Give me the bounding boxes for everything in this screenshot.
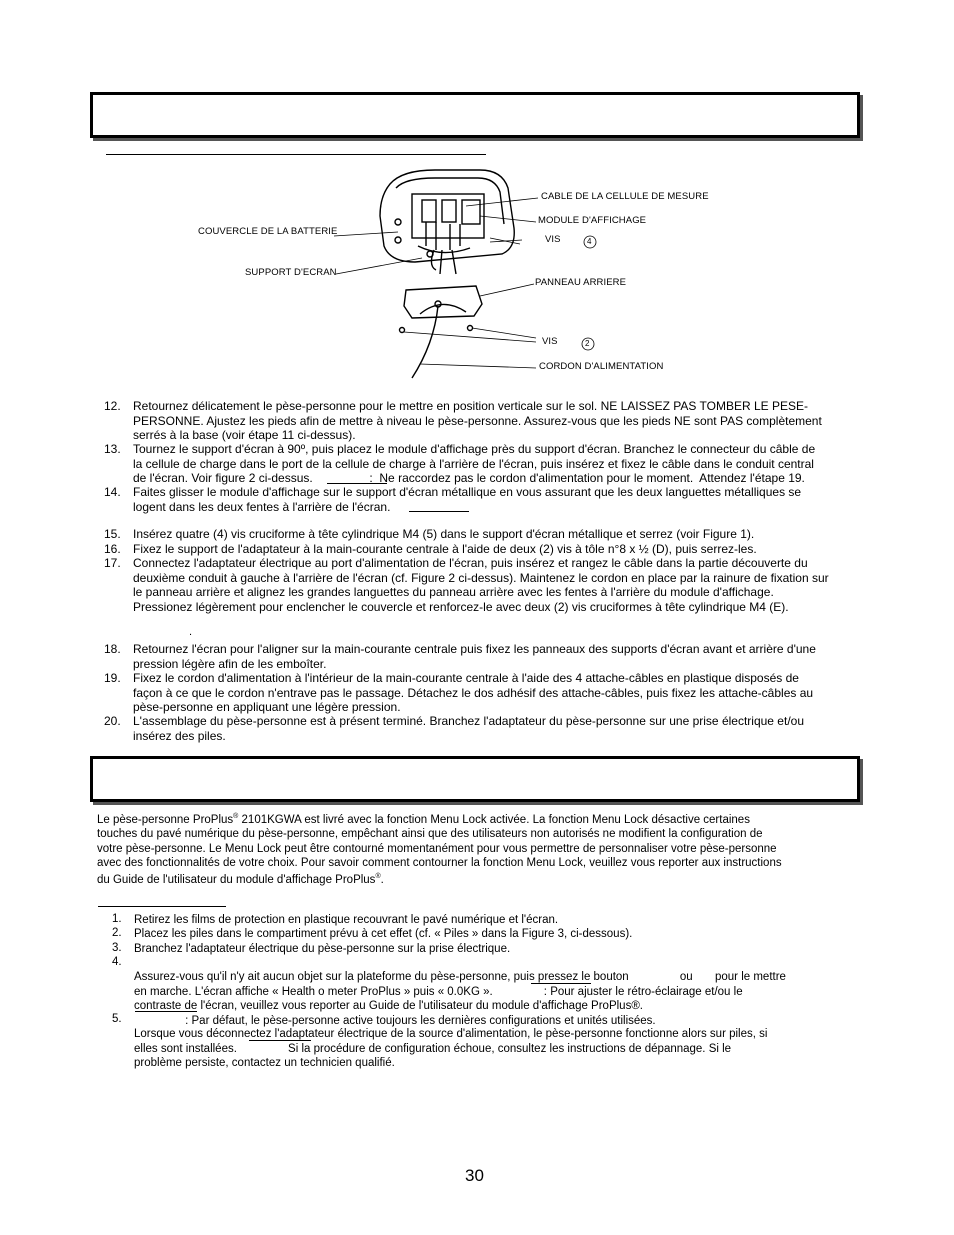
- step-text: Faites glisser le module d'affichage sur le support d'écran métallique en vous assurant que les deux languettes métalliques se logent dans les deux fentes à l'arrière de l'écran.: [133, 485, 802, 514]
- setup-step-text: Placez les piles dans le compartiment prévu à cet effet (cf. « Piles » dans la Figure 3, ci-dessous).: [134, 928, 633, 940]
- step-number: 14.: [104, 485, 121, 499]
- setup-step-text: Branchez l'adaptateur électrique du pèse-personne sur la prise électrique.: [134, 943, 511, 955]
- step-text: Retournez l'écran pour l'aligner sur la main-courante centrale puis fixez les panneaux des supports d'écran avant et arrière d'une pression légère afin de les emboîter.: [133, 642, 816, 671]
- label-screws-bottom-count: 2: [585, 339, 590, 348]
- label-load-cell-cable: CABLE DE LA CELLULE DE MESURE: [541, 191, 709, 202]
- label-battery-cover: COUVERCLE DE LA BATTERIE: [198, 226, 338, 237]
- step-text: Connectez l'adaptateur électrique au port d'alimentation de l'écran, puis insérez et rangez le câble dans la partie découverte du deuxième conduit à gauche à l'arrière de l'écran (cf. Figure 2 ci-dessus). Maintenez le cordon en place par la rainure de fixation sur le panneau arrière et alignez les grandes languettes du panneau arrière avec les fentes à l'arrière du module d'affichage. Pressionez légèrement pour enclencher le couvercle et renforcez-le avec deux (2) vis cruciformes à tête cylindrique M4 (E).: [133, 556, 829, 614]
- subtitle-rule-figure: [106, 154, 486, 155]
- label-screws-bottom: VIS: [542, 336, 558, 347]
- note-label-rule: [531, 983, 591, 984]
- display-assembly-diagram: [190, 166, 720, 382]
- step-number: 19.: [104, 671, 121, 685]
- label-screws-top: VIS: [545, 234, 561, 245]
- label-display-support: SUPPORT D'ECRAN: [245, 267, 337, 278]
- step-number: 13.: [104, 442, 121, 456]
- setup-step-text: Assurez-vous qu'il n'y ait aucun objet sur la plateforme du pèse-personne, puis pressez le bouton ou pour le mettre en marche. L'écran affiche « Health o meter ProPlus » puis « 0.0KG ». : Pour ajuster le rétro-éclairage et/ou le contraste de l'écran, veuillez vous reporter au Guide de l'utilisateur du module d'affichage ProPlus®. : Par défaut, le pèse-personne active toujours les dernières configurations et unités utilisées.: [134, 971, 786, 1027]
- step-number: 16.: [104, 542, 121, 556]
- setup-step-number: 3.: [112, 942, 122, 954]
- menu-lock-paragraph: Le pèse-personne ProPlus® 2101KGWA est livré avec la fonction Menu Lock activée. La fonction Menu Lock désactive certaines touches du pavé numérique du pèse-personne, empêchant ainsi que des utilisateurs non autorisés ne modifient la configuration de votre pèse-personne. Le Menu Lock peut être contourné momentanément pour vous permettre de personnaliser votre pèse-personne avec des fonctionnalités de votre choix. Pour savoir comment contourner la fonction Menu Lock, veuillez vous reporter aux instructions du Guide de l'utilisateur du module d'affichage ProPlus®.: [97, 813, 782, 887]
- step-number: 18.: [104, 642, 121, 656]
- step-number: 20.: [104, 714, 121, 728]
- section-title-box-assembly: [90, 92, 860, 138]
- setup-step-text: Lorsque vous déconnectez l'adaptateur électrique de la source d'alimentation, le pèse-personne fonctionne alors sur piles, si elles sont installées. Si la procédure de configuration échoue, consultez les instructions de dépannage. Si le problème persiste, contactez un technicien qualifié.: [134, 1028, 768, 1070]
- note-label-rule: [249, 1040, 311, 1041]
- step-number: 12.: [104, 399, 121, 413]
- label-power-cord: CORDON D'ALIMENTATION: [539, 361, 664, 372]
- step-text: Fixez le support de l'adaptateur à la main-courante centrale à l'aide de deux (2) vis à tôle n°8 x ½ (D), puis serrez-les.: [133, 542, 757, 556]
- note-label-rule: [327, 483, 387, 484]
- setup-subtitle-rule: [98, 906, 226, 907]
- setup-step-number: 1.: [112, 913, 122, 925]
- setup-step-text: Retirez les films de protection en plastique recouvrant le pavé numérique et l'écran.: [134, 914, 559, 926]
- step-text: Insérez quatre (4) vis cruciforme à tête cylindrique M4 (5) dans le support d'écran métallique et serrez (voir Figure 1).: [133, 527, 755, 541]
- setup-step-number: 2.: [112, 927, 122, 939]
- step-text: Fixez le cordon d'alimentation à l'intérieur de la main-courante centrale à l'aide des 4 attache-câbles en plastique disposés de façon à ce que le cordon n'entrave pas le passage. Détachez le dos adhésif des attache-câbles, puis fixez les attache-câbles au pèse-personne en appliquant une légère pression.: [133, 671, 814, 714]
- step-text: L'assemblage du pèse-personne est à présent terminé. Branchez l'adaptateur du pèse-personne sur une prise électrique et/ou insérez des piles.: [133, 714, 804, 743]
- step-text: Retournez délicatement le pèse-personne pour le mettre en position verticale sur le sol. NE LAISSEZ PAS TOMBER LE PESE- PERSONNE. Ajustez les pieds afin de mettre à niveau le pèse-personne. Assurez-vous que les pieds NE sont PAS complètement serrés à la base (voir étape 11 ci-dessus).: [133, 399, 822, 442]
- note-label-rule: [135, 1011, 197, 1012]
- step-number: 17.: [104, 556, 121, 570]
- label-rear-panel: PANNEAU ARRIERE: [535, 277, 627, 288]
- step-text: Tournez le support d'écran à 90º, puis placez le module d'affichage près du support d'écran. Branchez le connecteur du câble de la cellule de charge dans le port de la cellule de charge à l'arrière de l'écran, puis insérez et fixez le câble dans le conduit central de l'écran. Voir figure 2 ci-dessus. : Ne raccordez pas le cordon d'alimentation pour le moment. Attendez l'étape 19.: [133, 442, 816, 485]
- step-number: 15.: [104, 527, 121, 541]
- label-screws-top-count: 4: [587, 237, 592, 246]
- section-title-box-menu-lock: [90, 756, 860, 802]
- label-display-module: MODULE D'AFFICHAGE: [538, 215, 647, 226]
- note-label-rule: [409, 511, 469, 512]
- setup-step-number: 5.: [112, 1013, 122, 1025]
- setup-step-number: 4.: [112, 956, 122, 968]
- stray-dot: .: [189, 626, 193, 638]
- page-number: 30: [465, 1166, 484, 1185]
